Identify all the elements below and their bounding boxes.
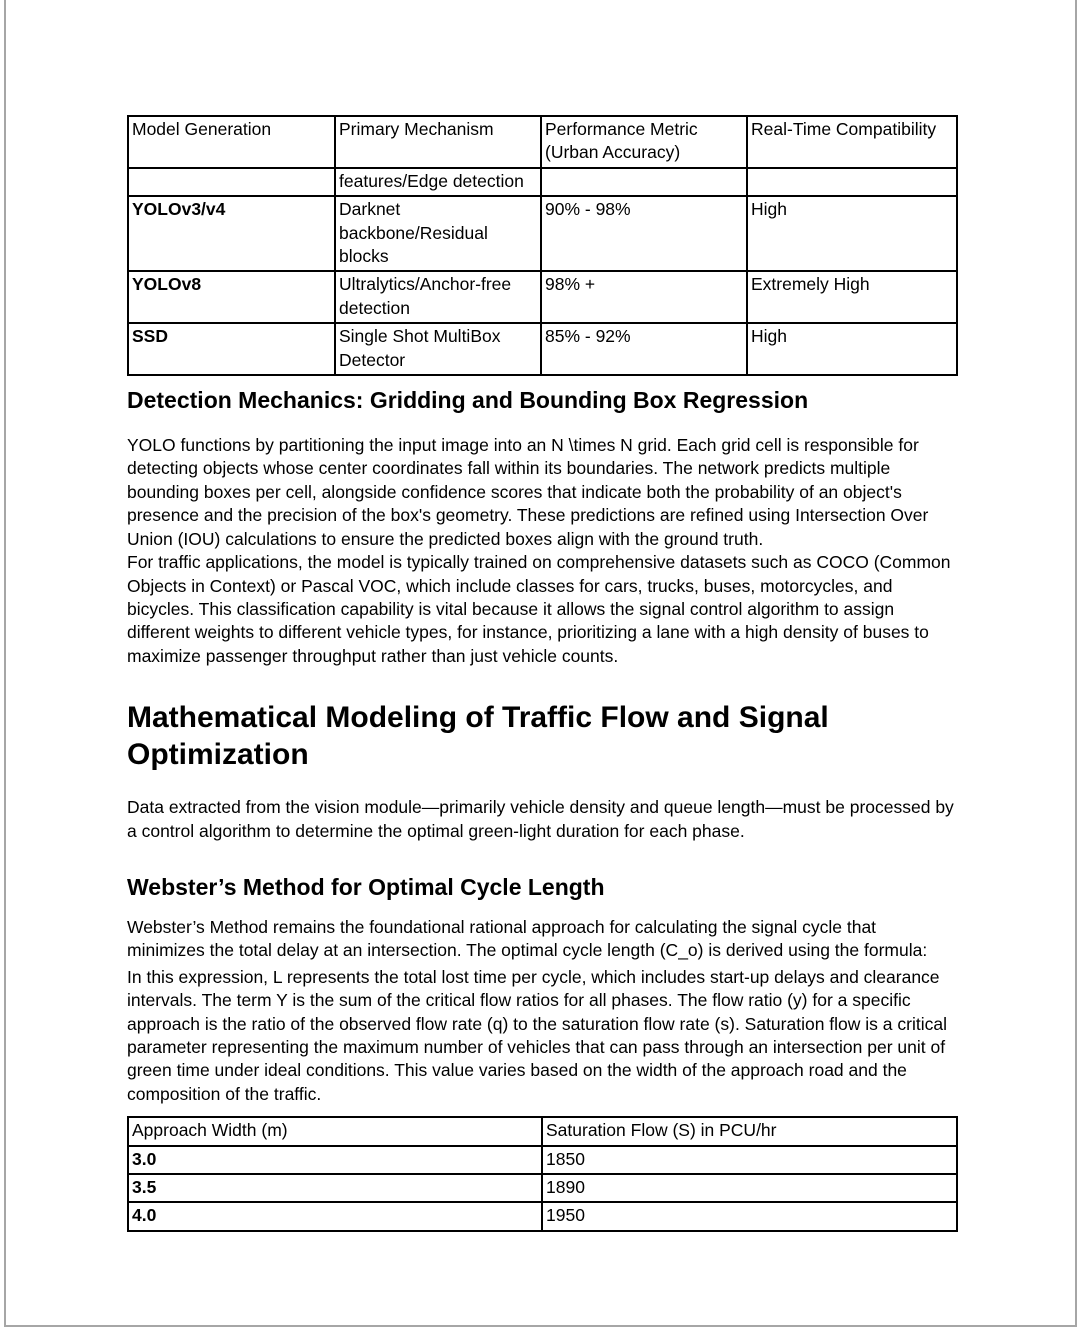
table-row bbox=[128, 271, 957, 323]
document-page bbox=[4, 0, 1077, 1327]
table-cell: High bbox=[747, 323, 957, 375]
vision-module-paragraph: Data extracted from the vision module—primarily vehicle density and queue length—must be processed by a control algorithm to determine the optimal green-light duration for each phase. bbox=[127, 797, 954, 841]
table-cell: High bbox=[747, 196, 957, 271]
webster-method-heading: Webster’s Method for Optimal Cycle Length bbox=[127, 873, 605, 900]
table-cell: 4.0 bbox=[128, 1202, 542, 1230]
table-cell: SSD bbox=[128, 323, 335, 375]
saturation-flow-table bbox=[127, 1116, 958, 1232]
flow-ratio-paragraph: In this expression, L represents the total lost time per cycle, which includes start-up delays and clearance intervals. The term Y is the sum of the critical flow ratios for all phases. The flow ratio (y) for a specific approach is the ratio of the observed flow rate (q) to the saturation flow rate (s). Saturation flow is a critical parameter representing the maximum number of vehicles that can pass through an intersection per unit of green time under ideal conditions. This value varies based on the width of the approach road and the composition of the traffic. bbox=[127, 966, 947, 1104]
column-header: Saturation Flow (S) in PCU/hr bbox=[542, 1117, 957, 1145]
column-header: Model Generation bbox=[128, 116, 335, 168]
column-header: Approach Width (m) bbox=[128, 1117, 542, 1145]
table-row bbox=[128, 1174, 957, 1202]
header-row bbox=[128, 1117, 957, 1145]
page-content bbox=[127, 0, 956, 1232]
column-header: Real-Time Compatibility bbox=[747, 116, 957, 168]
table-row bbox=[128, 1202, 957, 1230]
table-cell: Single Shot MultiBox Detector bbox=[335, 323, 541, 375]
table-cell: Darknet backbone/Residual blocks bbox=[335, 196, 541, 271]
table-row bbox=[128, 1146, 957, 1174]
table-cell: 90% - 98% bbox=[541, 196, 747, 271]
table-cell: 3.0 bbox=[128, 1146, 542, 1174]
webster-method-paragraph: Webster’s Method remains the foundational rational approach for calculating the signal cycle that minimizes the total delay at an intersection. The optimal cycle length (C_o) is derived using the formula: bbox=[127, 916, 928, 961]
table-cell: 98% + bbox=[541, 271, 747, 323]
yolo-grid-paragraph: YOLO functions by partitioning the input image into an N \times N grid. Each grid cell is responsible for detecting objects whose center coordinates fall within its boundaries. The network predicts multiple bounding boxes per cell, alongside confidence scores that indicate both the probability of an object's presence and the precision of the box's geometry. These predictions are refined using Intersection Over Union (IOU) calculations to ensure the predicted boxes align with the ground truth. bbox=[127, 435, 929, 549]
table-row bbox=[128, 323, 957, 375]
table-cell: features/Edge detection bbox=[335, 168, 541, 196]
table-cell: YOLOv3/v4 bbox=[128, 196, 335, 271]
table-cell bbox=[128, 168, 335, 196]
traffic-datasets-paragraph: For traffic applications, the model is typically trained on comprehensive datasets such as COCO (Common Objects in Context) or Pascal VOC, which include classes for cars, trucks, buses, motorcycles, and bicycles. This classification capability is vital because it allows the signal control algorithm to assign different weights to different vehicle types, for instance, prioritizing a lane with a high density of buses to maximize passenger throughput rather than just vehicle counts. bbox=[127, 552, 951, 666]
model-comparison-table bbox=[127, 115, 958, 376]
column-header: Primary Mechanism bbox=[335, 116, 541, 168]
detection-mechanics-heading: Detection Mechanics: Gridding and Bounding Box Regression bbox=[127, 387, 809, 414]
table-row bbox=[128, 168, 957, 196]
mathematical-modeling-title: Mathematical Modeling of Traffic Flow and Signal Optimization bbox=[127, 701, 829, 772]
table-cell: 3.5 bbox=[128, 1174, 542, 1202]
table-cell bbox=[541, 168, 747, 196]
table-cell: 85% - 92% bbox=[541, 323, 747, 375]
table-cell: 1950 bbox=[542, 1202, 957, 1230]
table-cell: Ultralytics/Anchor-free detection bbox=[335, 271, 541, 323]
column-header: Performance Metric (Urban Accuracy) bbox=[541, 116, 747, 168]
table-cell: YOLOv8 bbox=[128, 271, 335, 323]
table-row bbox=[128, 196, 957, 271]
table-cell: 1890 bbox=[542, 1174, 957, 1202]
table-cell: Extremely High bbox=[747, 271, 957, 323]
table-cell: 1850 bbox=[542, 1146, 957, 1174]
table-cell bbox=[747, 168, 957, 196]
header-row bbox=[128, 116, 957, 168]
